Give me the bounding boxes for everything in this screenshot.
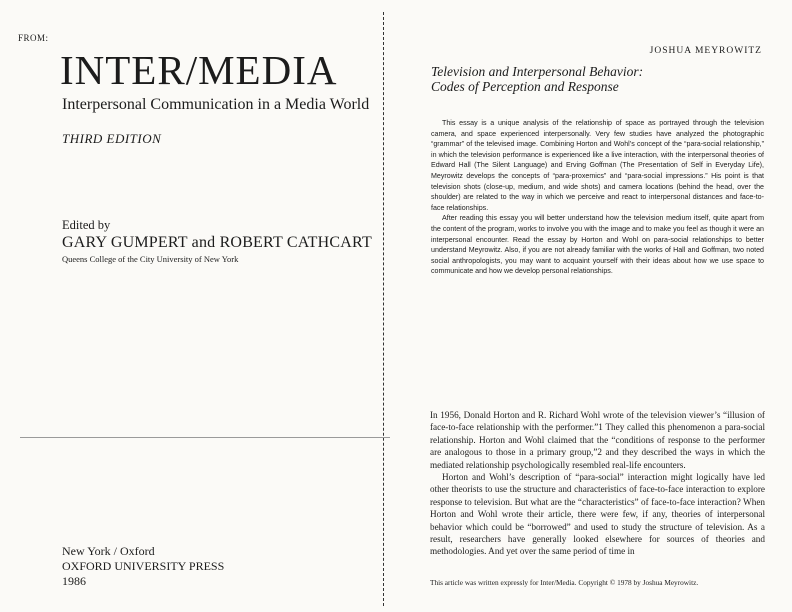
from-label: FROM: — [18, 33, 49, 43]
intro-paragraph: This essay is a unique analysis of the relationship of space as portrayed through the television camera, and space experienced interpersonally. Very few studies have analyzed the photographic “grammar” of the televised image. Combining Horton and Wohl’s concept of the “para-social relationship,” in which the television performance is experienced like a live interaction, with the interpersonal theories of Edward Hall (The Silent Language) and Erving Goffman (The Presentation of Self in Everyday Life), Meyrowitz develops the concepts of “para-proxemics” and “para-social impressions.” His point is that television shots (close-up, medium, and wide shots) and camera locations (behind the head, over the shoulder) are related to the way in which we perceive and react to interpersonal distances and face-to-face relationships. — [431, 119, 764, 212]
publisher-block — [62, 544, 224, 589]
body-paragraph: In 1956, Donald Horton and R. Richard Wohl wrote of the television viewer’s “illusion of face-to-face relationship with the performer.”1 They called this phenomenon a para-social relationship. Horton and Wohl claimed that the “conditions of response to the performer are analogous to those in a primary group,”2 and they described the ways in which the mediated relationship psychologically resembled real-life encounters. — [430, 410, 765, 470]
book-subtitle: Interpersonal Communication in a Media World — [62, 96, 370, 113]
left-page — [0, 0, 384, 612]
book-title: INTER/MEDIA — [60, 47, 338, 93]
publisher-city: New York / Oxford — [62, 544, 155, 558]
chapter-title-line-2: Codes of Perception and Response — [431, 79, 619, 94]
scan-artifact-line — [20, 437, 390, 438]
editors-names: GARY GUMPERT and ROBERT CATHCART — [62, 234, 372, 251]
right-page — [386, 0, 792, 612]
publisher-year: 1986 — [62, 574, 86, 588]
editor-introduction — [431, 118, 764, 277]
editors-affiliation: Queens College of the City University of New York — [62, 254, 239, 264]
chapter-title-line-1: Television and Interpersonal Behavior: — [431, 64, 644, 79]
copyright-footnote: This article was written expressly for Inter/Media. Copyright © 1978 by Joshua Meyrowitz. — [430, 578, 699, 587]
page-gutter-divider — [383, 12, 385, 606]
essay-body — [430, 409, 765, 558]
running-head-author: JOSHUA MEYROWITZ — [649, 46, 762, 56]
body-paragraph: Horton and Wohl’s description of “para-social” interaction might logically have led other theorists to use the structure and characteristics of face-to-face interaction to explore response to television. But what are the “characteristics” of face-to-face interaction? When Horton and Wohl wrote their article, there were few, if any, theories of interpersonal behavior which could be “borrowed” and used to study the structure of television. As a result, researchers have generally looked elsewhere for sources of theories and methodologies. And yet over the same period of time in — [430, 472, 765, 557]
edition-label: THIRD EDITION — [62, 131, 162, 146]
intro-paragraph: After reading this essay you will better understand how the television medium itself, quite apart from the content of the program, works to involve you with the image and to make you feel as though it were an interpersonal encounter. Read the essay by Horton and Wohl on para-social relationships to better understand Meyrowitz. Also, if you are not already familiar with the works of Hall and Goffman, two noted social anthropologists, you may want to acquaint yourself with their ideas about how we use space to communicate and how we develop personal relationships. — [431, 214, 764, 276]
edited-by-label: Edited by — [62, 218, 111, 232]
publisher-name: OXFORD UNIVERSITY PRESS — [62, 559, 225, 573]
chapter-title — [431, 64, 643, 94]
